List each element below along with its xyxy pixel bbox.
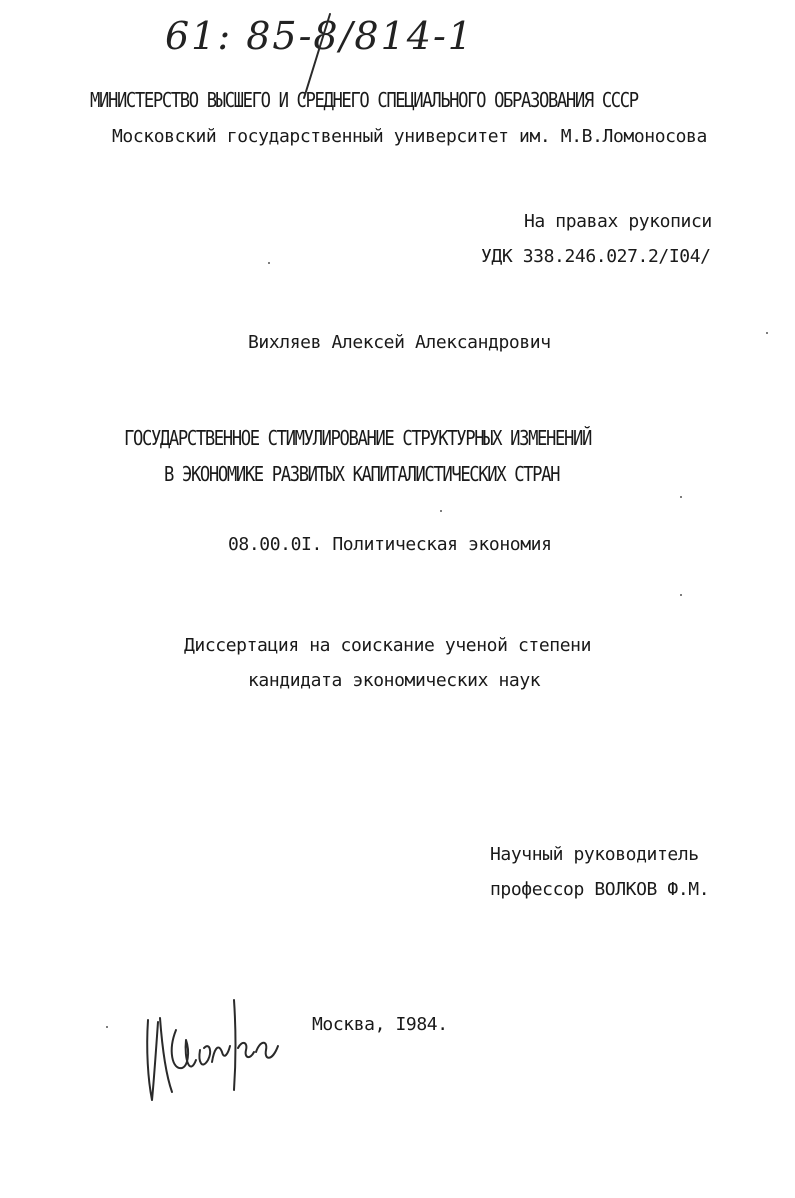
author-name: Вихляев Алексей Александрович [248,332,551,353]
advisor-label: Научный руководитель [490,844,699,865]
udc-code: УДК 338.246.027.2/I04/ [481,246,711,267]
ministry-heading: МИНИСТЕРСТВО ВЫСШЕГО И СРЕДНЕГО СПЕЦИАЛЬНОГО ОБРАЗОВАНИЯ СССР [90,88,638,112]
degree-line2: кандидата экономических наук [248,670,541,691]
author-signature [138,990,288,1120]
scan-speck [440,510,442,512]
advisor-name: профессор ВОЛКОВ Ф.М. [490,879,710,900]
archive-code-text: 61: 85-8/814-1 [165,14,474,58]
place-year: Москва, I984. [312,1014,448,1035]
scan-speck [106,1026,108,1028]
scan-speck [268,262,270,264]
scan-speck [680,594,682,596]
archive-code-slash [296,12,336,102]
thesis-title-line1: ГОСУДАРСТВЕННОЕ СТИМУЛИРОВАНИЕ СТРУКТУРНЫХ ИЗМЕНЕНИЙ [124,426,591,450]
university-name: Московский государственный университет им. М.В.Ломоносова [112,126,707,147]
degree-line1: Диссертация на соискание ученой степени [184,635,592,656]
specialty-code: 08.00.0I. Политическая экономия [228,534,552,555]
manuscript-rights: На правах рукописи [524,211,712,232]
scan-speck [680,496,682,498]
thesis-title-line2: В ЭКОНОМИКЕ РАЗВИТЫХ КАПИТАЛИСТИЧЕСКИХ СТРАН [164,462,560,486]
scan-speck [766,332,768,334]
